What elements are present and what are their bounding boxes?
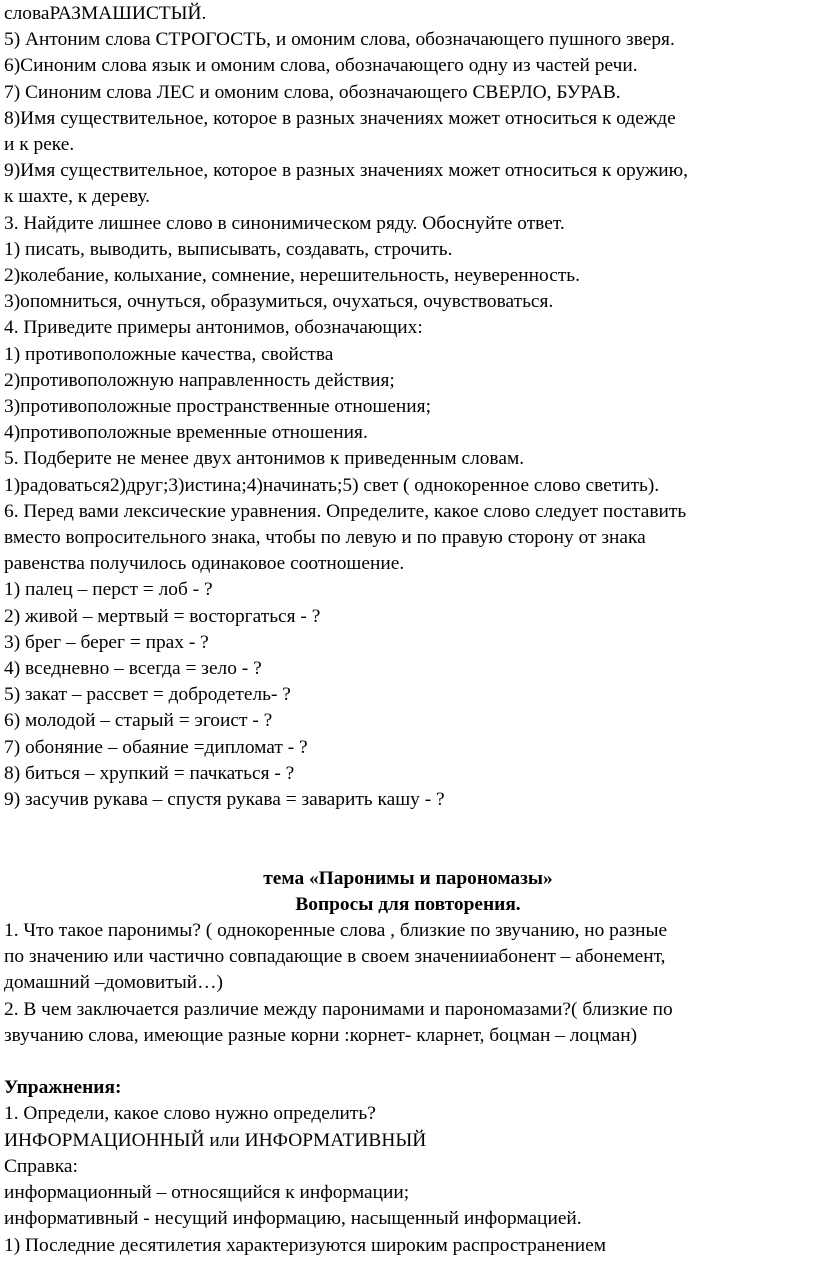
text-line: 1. Определи, какое слово нужно определить? (4, 1103, 376, 1125)
text-line: 5. Подберите не менее двух антонимов к приведенным словам. (4, 448, 525, 470)
text-line: 2. В чем заключается различие между паронимами и парономазами?( близкие по (4, 998, 673, 1020)
exercise-list-section (4, 1, 816, 813)
text-line: Справка: (4, 1155, 78, 1177)
text-line: 7) обоняние – обаяние =дипломат - ? (4, 736, 308, 758)
text-line: 1) Последние десятилетия характеризуются широким распространением (4, 1234, 607, 1256)
text-line: вместо вопросительного знака, чтобы по левую и по правую сторону от знака (4, 527, 646, 549)
text-line: 7) Синоним слова ЛЕС и омоним слова, обозначающего СВЕРЛО, БУРАВ. (4, 81, 621, 103)
text-line: 1) палец – перст = лоб - ? (4, 579, 213, 601)
text-line: 2) живой – мертвый = восторгаться - ? (4, 605, 321, 627)
text-line: 9) засучив рукава – спустя рукава = заварить кашу - ? (4, 789, 445, 811)
text-line: 3) брег – берег = прах - ? (4, 631, 209, 653)
text-line: информативный - несущий информацию, насыщенный информацией. (4, 1208, 582, 1230)
text-line: к шахте, к дереву. (4, 186, 150, 208)
text-line: 4)противоположные временные отношения. (4, 422, 368, 444)
text-line: 3)опомниться, очнуться, образумиться, очухаться, очувствоваться. (4, 291, 554, 313)
text-line: 6) молодой – старый = эгоист - ? (4, 710, 273, 732)
spacer (4, 813, 816, 839)
text-line: 4. Приведите примеры антонимов, обозначающих: (4, 317, 423, 339)
review-heading: Вопросы для повторения. (295, 893, 521, 915)
text-line: 6)Синоним слова язык и омоним слова, обозначающего одну из частей речи. (4, 55, 638, 77)
exercises-section (4, 1101, 816, 1258)
spacer (4, 1049, 816, 1075)
text-line: 2)противоположную направленность действия; (4, 369, 395, 391)
text-line: 8) биться – хрупкий = пачкаться - ? (4, 762, 295, 784)
text-line: 6. Перед вами лексические уравнения. Определите, какое слово следует поставить (4, 500, 687, 522)
spacer (4, 839, 816, 865)
text-line: по значению или частично совпадающие в своем значенииабонент – абонемент, (4, 946, 666, 968)
text-line: 1) противоположные качества, свойства (4, 343, 334, 365)
text-line: 3)противоположные пространственные отношения; (4, 396, 431, 418)
text-line: 1) писать, выводить, выписывать, создавать, строчить. (4, 238, 453, 260)
text-line: 8)Имя существительное, которое в разных значениях может относиться к одежде (4, 107, 676, 129)
text-line: 1. Что такое паронимы? ( однокоренные слова , близкие по звучанию, но разные (4, 920, 668, 942)
topic-heading: тема «Паронимы и парономазы» (263, 867, 553, 889)
text-line: звучанию слова, имеющие разные корни :корнет- кларнет, боцман – лоцман) (4, 1024, 638, 1046)
text-line: 9)Имя существительное, которое в разных значениях может относиться к оружию, (4, 160, 688, 182)
text-line: и к реке. (4, 134, 75, 156)
text-line: 5) Антоним слова СТРОГОСТЬ, и омоним слова, обозначающего пушного зверя. (4, 29, 675, 51)
review-questions-section (4, 918, 816, 1049)
text-line: 1)радоваться2)друг;3)истина;4)начинать;5) свет ( однокоренное слово светить). (4, 474, 660, 496)
text-line: 4) вседневно – всегда = зело - ? (4, 658, 262, 680)
text-line: домашний –домовитый…) (4, 972, 223, 994)
text-line: 2)колебание, колыхание, сомнение, нерешительность, неуверенность. (4, 265, 580, 287)
text-line: равенства получилось одинаковое соотношение. (4, 553, 405, 575)
text-line: ИНФОРМАЦИОННЫЙ или ИНФОРМАТИВНЫЙ (4, 1129, 427, 1151)
exercises-heading: Упражнения: (4, 1077, 122, 1099)
text-line: словаРАЗМАШИСТЫЙ. (4, 3, 207, 24)
text-line: 5) закат – рассвет = добродетель- ? (4, 684, 291, 706)
text-line: информационный – относящийся к информации; (4, 1182, 410, 1204)
text-line: 3. Найдите лишнее слово в синонимическом ряду. Обоснуйте ответ. (4, 212, 565, 234)
